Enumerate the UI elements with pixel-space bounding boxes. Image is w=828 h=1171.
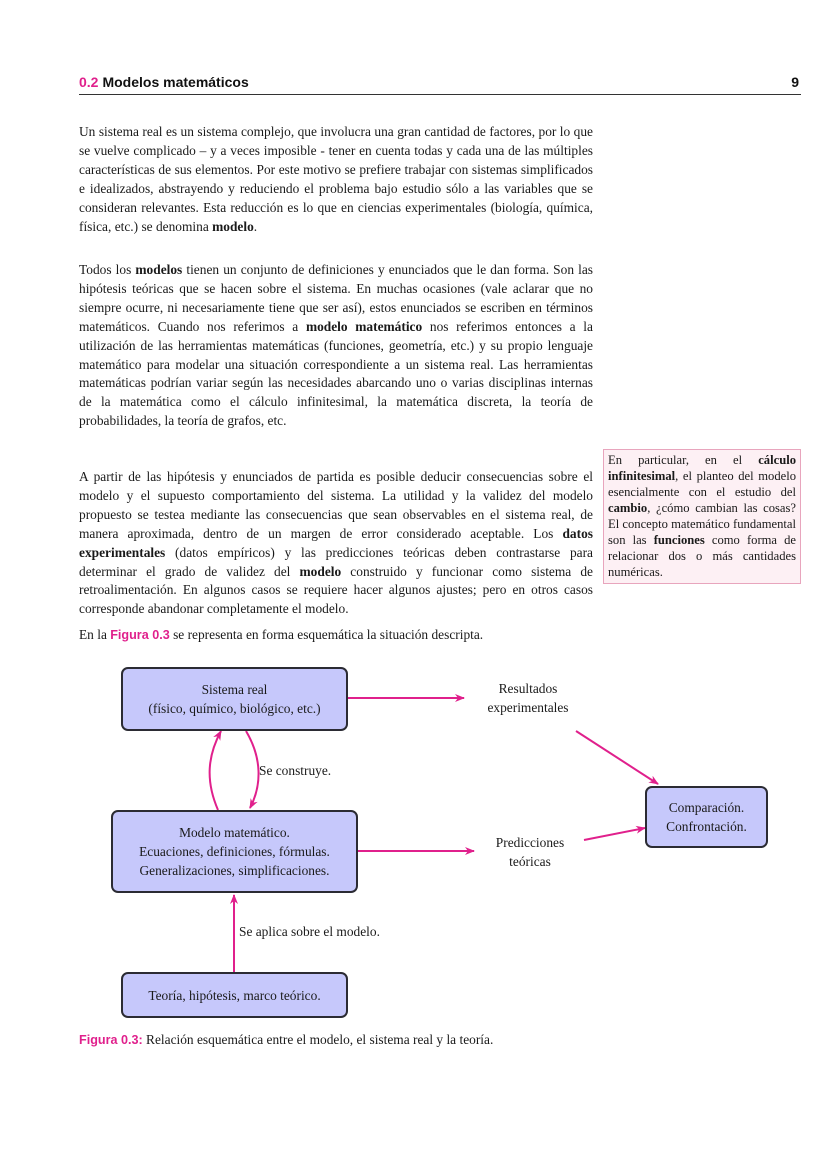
text: , ¿cómo cambian las cosas? El concepto matemático fundamental son las <box>608 501 796 547</box>
text: (datos empíricos) y las predicciones teóricas deben contrastarse para determinar el grado de validez del <box>79 544 593 579</box>
figure-caption <box>79 1032 493 1048</box>
box-comparacion <box>645 786 768 848</box>
box-text: Confrontación. <box>666 819 747 834</box>
page-number: 9 <box>791 74 799 90</box>
bold-term: modelo <box>212 218 254 234</box>
bold-term: cálculo infinitesimal <box>608 453 796 483</box>
bold-term: modelo <box>299 563 342 579</box>
section-number: 0.2 <box>79 74 99 90</box>
arrow-modelo-to-sistema <box>210 731 221 810</box>
box-text: (físico, químico, biológico, etc.) <box>148 701 321 716</box>
caption-text: Relación esquemática entre el modelo, el sistema real y la teoría. <box>142 1032 494 1047</box>
arrow-resultados-to-comparacion <box>576 731 658 784</box>
text: como forma de relacionar dos o más cantidades numéricas. <box>608 533 797 579</box>
box-text: Ecuaciones, definiciones, fórmulas. <box>139 844 330 859</box>
text: , el planteo del modelo esencialmente con el estudio del <box>608 469 796 499</box>
label-predicciones-teoricas <box>472 833 588 871</box>
text: se representa en forma esquemática la situación descripta. <box>169 627 484 642</box>
text: En la <box>79 627 111 642</box>
figure-reference-link[interactable]: Figura 0.3 <box>110 628 170 642</box>
box-text: Comparación. <box>668 800 745 815</box>
box-text: Sistema real <box>201 682 268 697</box>
label-text: Resultados <box>498 681 558 696</box>
text: nos referimos entonces a la utilización de las herramientas matemáticas (funciones, geometría, etc.) y su propio lenguaje matemático para modelar una situación correspondiente a un sistema real. Las herramientas matemáticas podrían variar según las necesidades abarcando uno o varias disciplinas internas de la matemática como el cálculo infinitesimal, la matemática discreta, la teoría de probabilidades, la teoría de grafos, etc. <box>79 318 593 429</box>
label-text: teóricas <box>509 854 551 869</box>
bold-term: datos experimentales <box>79 525 593 560</box>
text: Todos los <box>79 262 136 277</box>
text: Un sistema real es un sistema complejo, que involucra una gran cantidad de factores, por lo que se vuelve complicado – y a veces imposible - tener en cuenta todas y cada una de las múltiples características de sus elementos. Por este motivo se prefiere trabajar con sistemas simplificados e idealizados, abstrayendo y reduciendo el problema bajo estudio sólo a las variables que se consideran relevantes. Esta reducción es lo que en ciencias experimentales (biología, química, física, etc.) se denomina <box>79 124 593 234</box>
text: En particular, en el <box>608 453 759 467</box>
text: A partir de las hipótesis y enunciados de partida es posible deducir consecuencias sobre el modelo y el supuesto comportamiento del sistema. La utilidad y la validez del modelo propuesto se testea mediante las consecuencias que sean observables en el sistema real, de manera aproximada, dentro de un margen de error considerado aceptable. Los <box>79 469 593 541</box>
text: tienen un conjunto de definiciones y enunciados que le dan forma. Son las hipótesis teóricas que se hacen sobre el sistema. En muchas ocasiones (vale aclarar que no siempre ocurre, ni necesariamente tiene que ser así), estos enunciados se escriben en términos matemáticos. Cuando nos referimos a <box>79 262 593 334</box>
bold-term: funciones <box>653 533 705 547</box>
box-text: Generalizaciones, simplificaciones. <box>139 863 330 878</box>
bold-term: cambio <box>608 501 648 515</box>
label-se-construye: Se construye. <box>259 763 332 778</box>
text: construido y funcionar como sistema de retroalimentación. En algunos casos se requiere hacer algunos ajustes; pero en otros casos corresponde abandonar completamente el modelo. <box>79 563 593 617</box>
box-sistema-real <box>121 667 348 731</box>
bold-term: modelo matemático <box>305 318 423 334</box>
arrow-sistema-to-modelo <box>246 731 259 808</box>
text: . <box>253 218 258 234</box>
label-text: Predicciones <box>495 835 565 850</box>
box-text: Teoría, hipótesis, marco teórico. <box>148 987 321 1003</box>
label-se-aplica: Se aplica sobre el modelo. <box>239 924 380 939</box>
bold-term: modelos <box>135 262 183 277</box>
box-modelo-matematico <box>111 810 358 893</box>
box-text: Modelo matemático. <box>179 825 290 840</box>
section-title: Modelos matemáticos <box>102 74 249 90</box>
label-text: experimentales <box>487 700 569 715</box>
label-resultados-experimentales <box>466 679 590 717</box>
box-teoria <box>121 972 348 1018</box>
caption-label: Figura 0.3: <box>79 1033 143 1047</box>
arrow-predicciones-to-comparacion <box>584 828 645 840</box>
